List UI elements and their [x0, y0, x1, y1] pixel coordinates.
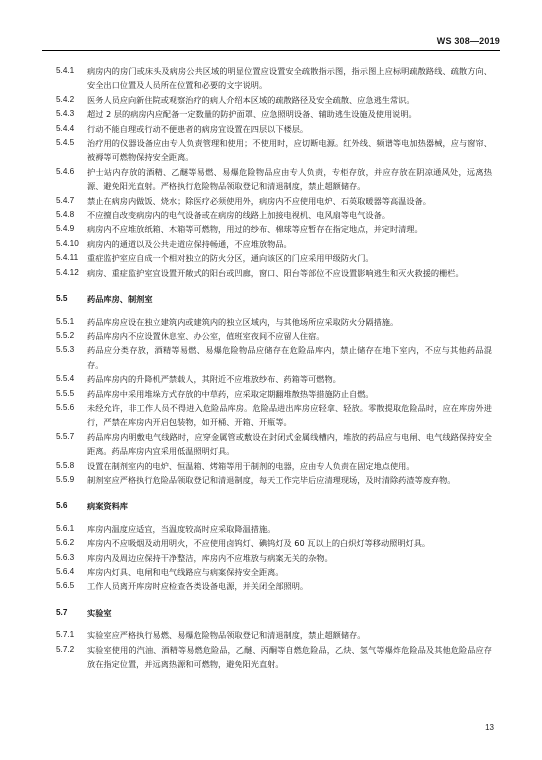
clause-text: 病房内的房门或床头及病房公共区域的明显位置应设置安全疏散指示图，指示图上应标明疏散路线、疏散方向、安全出口位置及人员所在位置和必要的文字说明。 [87, 66, 492, 91]
clause-paragraph [56, 165, 492, 194]
clause-number: 5.4.3 [56, 109, 75, 119]
clause-number: 5.4.10 [56, 238, 79, 248]
clause-paragraph [56, 329, 492, 343]
clause-text: 药品库房内不应设置休息室、办公室，值班室夜间不应留人住宿。 [87, 330, 325, 341]
clause-text: 病房内不应堆放纸箱、木箱等可燃物，用过的纱布、棉球等应暂存在指定地点，并定时清理。 [87, 224, 423, 235]
clause-text: 库房内不应吸烟及动用明火，不应使用卤钨灯、碘钨灯及 60 瓦以上的白炽灯等移动照明灯具。 [87, 538, 431, 549]
section-heading-5-6 [56, 499, 492, 513]
clause-number: 5.6.4 [56, 567, 75, 576]
section-heading-5-7 [56, 606, 492, 620]
clause-number: 5.6.2 [56, 538, 75, 548]
clause-paragraph [56, 237, 492, 251]
clause-paragraph [56, 64, 492, 93]
clause-text: 不应擅自改变病房内的电气设备或在病房的线路上加接电视机、电风扇等电气设备。 [87, 210, 390, 221]
clause-text: 护士站内存放的酒精、乙醚等易燃、易爆危险物品应由专人负责，专柜存放，并应存放在阴凉通风处，远离热源、避免阳光直射。严格执行危险物品领取登记和清退制度，禁止超额储存。 [87, 166, 492, 192]
section-number: 5.6 [56, 501, 68, 511]
clause-text: 病房、重症监护室宜设置开敞式的阳台或凹廊，窗口、阳台等部位不应设置影响逃生和灭火救援的栅栏。 [87, 267, 464, 278]
clause-number: 5.6.5 [56, 581, 75, 591]
clause-number: 5.4.7 [56, 195, 75, 205]
clause-text: 行动不能自理或行动不便患者的病房宜设置在四层以下楼层。 [87, 123, 309, 134]
clause-paragraph [56, 194, 492, 208]
section-5-4-clauses [56, 64, 492, 280]
clause-text: 治疗用的仪器设备应由专人负责管理和使用；不使用时，应切断电源。红外线、频谱等电加热器械，应与窗帘、被褥等可燃物保持安全距离。 [87, 138, 492, 163]
clause-paragraph [56, 459, 492, 473]
clause-number: 5.6.1 [56, 523, 75, 533]
clause-number: 5.5.6 [56, 402, 75, 412]
clause-number: 5.5.1 [56, 316, 75, 326]
section-number: 5.5 [56, 294, 68, 304]
clause-number: 5.4.8 [56, 210, 75, 220]
standard-code: WS 308—2019 [436, 36, 500, 46]
clause-paragraph [56, 136, 492, 165]
clause-text: 库房内灯具、电闸和电气线路应与病案保持安全距离。 [87, 567, 284, 577]
clause-text: 药品库房内明敷电气线路时，应穿金属管或敷设在封闭式金属线槽内，堆放的药品应与电闸、电气线路保持安全距离。药品库房内宜采用低温照明灯具。 [87, 431, 492, 457]
clause-paragraph [56, 315, 492, 329]
clause-text: 禁止在病房内做饭、烧水；除医疗必须使用外，病房内不应使用电炉、石英取暖器等高温设备。 [87, 195, 431, 206]
section-5-7-clauses [56, 628, 492, 671]
clause-paragraph [56, 343, 492, 372]
clause-number: 5.5.7 [56, 431, 75, 441]
clause-text: 药品应分类存放，酒精等易燃、易爆危险物品应储存在危险品库内，禁止储存在地下室内，不应与其他药品混存。 [87, 345, 492, 370]
clause-number: 5.4.9 [56, 224, 75, 234]
header-rule [42, 50, 500, 51]
clause-number: 5.4.2 [56, 94, 75, 104]
clause-paragraph [56, 522, 492, 536]
clause-text: 设置在制剂室内的电炉、恒温箱、烤箱等用于制剂的电器，应由专人负责在固定地点使用。 [87, 460, 415, 471]
clause-text: 病房内的通道以及公共走道应保持畅通，不应堆放物品。 [87, 238, 292, 249]
clause-paragraph [56, 251, 492, 265]
clause-number: 5.4.1 [56, 66, 75, 75]
clause-number: 5.4.6 [56, 166, 75, 176]
clause-text: 未经允许，非工作人员不得进入危险品库房。危险品进出库房应轻拿、轻放。零散提取危险品时，应在库房外进行，严禁在库房内开启包装物，如开桶、开箱、开瓶等。 [87, 402, 492, 428]
clause-number: 5.4.11 [56, 253, 79, 263]
section-number: 5.7 [56, 607, 68, 617]
clause-text: 药品库房应设在独立建筑内或建筑内的独立区域内，与其他场所应采取防火分隔措施。 [87, 316, 399, 327]
clause-number: 5.7.2 [56, 644, 75, 654]
clause-text: 医务人员应向新住院或观察治疗的病人介绍本区域的疏散路径及安全疏散、应急逃生常识。 [87, 94, 415, 105]
document-body [56, 64, 492, 671]
clause-number: 5.4.12 [56, 267, 79, 277]
clause-paragraph [56, 565, 492, 579]
section-5-6-clauses [56, 522, 492, 594]
clause-text: 实验室应严格执行易燃、易爆危险物品领取登记和清退制度，禁止超额储存。 [87, 630, 366, 641]
clause-text: 库房内温度应适宜，当温度较高时应采取降温措施。 [87, 523, 276, 534]
clause-text: 制剂室应严格执行危险品领取登记和清退制度，每天工作完毕后应清理现场，及时清除药渣等废弃物。 [87, 474, 456, 485]
section-title: 实验室 [87, 607, 112, 618]
clause-number: 5.5.8 [56, 460, 75, 470]
clause-number: 5.4.5 [56, 138, 75, 148]
clause-number: 5.4.4 [56, 123, 75, 133]
clause-paragraph [56, 430, 492, 459]
clause-text: 药品库房内的升降机严禁载人，其附近不应堆放纱布、药箱等可燃物。 [87, 374, 341, 385]
section-title: 药品库房、制剂室 [87, 294, 153, 305]
clause-paragraph [56, 401, 492, 430]
clause-number: 5.5.5 [56, 388, 75, 398]
clause-paragraph [56, 93, 492, 107]
clause-paragraph [56, 643, 492, 672]
clause-text: 工作人员离开库房时应检查各类设备电源，并关闭全部照明。 [87, 581, 309, 592]
section-heading-5-5 [56, 292, 492, 306]
clause-paragraph [56, 579, 492, 593]
clause-paragraph [56, 536, 492, 550]
clause-text: 实验室使用的汽油、酒精等易燃危险品，乙醚、丙酮等自燃危险品，乙炔、氢气等爆炸危险品及其他危险品应存放在指定位置，并远离热源和可燃物，避免阳光直射。 [87, 644, 492, 670]
clause-number: 5.7.1 [56, 630, 75, 640]
page-number: 13 [485, 723, 494, 732]
clause-paragraph [56, 372, 492, 386]
clause-number: 5.5.2 [56, 330, 75, 340]
clause-paragraph [56, 628, 492, 642]
clause-text: 重症监护室应自成一个相对独立的防火分区，通向该区的门应采用甲级防火门。 [87, 253, 374, 264]
clause-paragraph [56, 266, 492, 280]
clause-paragraph [56, 473, 492, 487]
clause-paragraph [56, 551, 492, 565]
clause-paragraph [56, 222, 492, 236]
clause-text: 超过 2 层的病房内应配备一定数量的防护面罩、应急照明设备、辅助逃生设施及使用说明。 [87, 109, 417, 120]
clause-paragraph [56, 208, 492, 222]
section-5-5-clauses [56, 315, 492, 488]
clause-number: 5.6.3 [56, 552, 75, 562]
clause-text: 库房内及周边应保持干净整洁，库房内不应堆放与病案无关的杂物。 [87, 552, 333, 563]
clause-paragraph [56, 122, 492, 136]
clause-number: 5.5.4 [56, 374, 75, 384]
clause-paragraph [56, 387, 492, 401]
clause-text: 药品库房中采用堆垛方式存放的中草药，应采取定期翻堆散热等措施防止自燃。 [87, 388, 374, 399]
clause-number: 5.5.9 [56, 474, 75, 484]
section-title: 病案资料库 [87, 501, 128, 512]
clause-number: 5.5.3 [56, 345, 75, 355]
clause-paragraph [56, 107, 492, 121]
